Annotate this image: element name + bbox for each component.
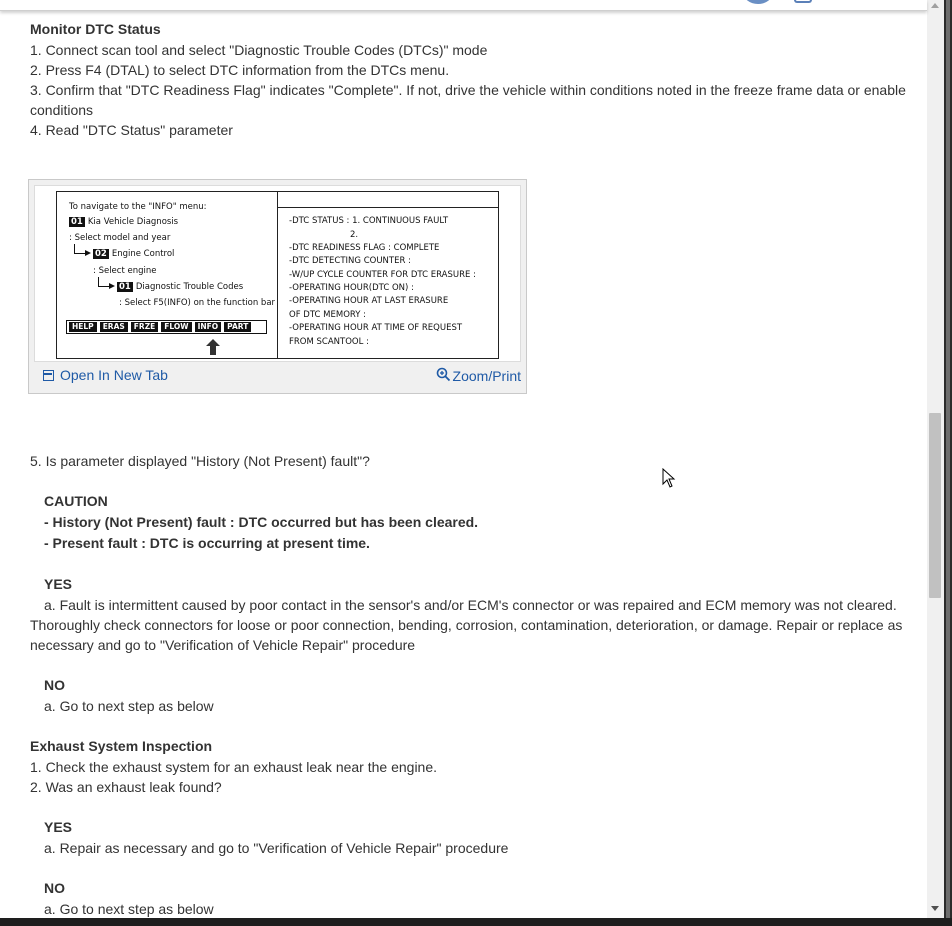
- yes-text: a. Fault is intermittent caused by poor contact in the sensor's and/or ECM's connector or was repaired and ECM memory was not cleared. Thoroughly check connectors for loose or poor connection, bending, corrosion, contamination, deterioration, or damage. Repair or replace as necessary and go to "Verification of Vehicle Repair" procedure: [30, 597, 903, 653]
- arrow-up-icon: [205, 338, 221, 356]
- dtc-line: -DTC READINESS FLAG : COMPLETE: [289, 243, 440, 253]
- zoom-print-label: Zoom/Print: [452, 368, 521, 384]
- no-label: NO: [44, 880, 65, 896]
- dtc-line: -OPERATING HOUR AT LAST ERASURE: [289, 296, 449, 306]
- window-edge: [946, 0, 950, 926]
- diagram-text: : Select engine: [93, 266, 157, 276]
- list-item: 2. Was an exhaust leak found?: [30, 779, 222, 795]
- no-text: a. Go to next step as below: [44, 698, 214, 714]
- diagram-text: : Select model and year: [69, 233, 171, 243]
- dtc-line: -DTC DETECTING COUNTER :: [289, 256, 411, 266]
- no-text: a. Go to next step as below: [44, 901, 214, 917]
- menu-number: 01: [71, 217, 83, 227]
- list-item: 1. Connect scan tool and select "Diagnostic Trouble Codes (DTCs)" mode: [30, 42, 488, 58]
- menu-number: 01: [119, 282, 131, 292]
- no-label: NO: [44, 677, 65, 693]
- scrollbar-thumb[interactable]: [929, 413, 941, 598]
- yes-label: YES: [44, 576, 73, 592]
- scroll-down-icon[interactable]: [931, 906, 939, 911]
- fkey-help: HELP: [69, 322, 97, 332]
- yes-text: a. Repair as necessary and go to "Verification of Vehicle Repair" procedure: [44, 840, 509, 856]
- diagram-text: To navigate to the "INFO" menu:: [69, 202, 207, 212]
- menu-number: 02: [95, 249, 107, 259]
- diagram-menu-item: [117, 282, 243, 293]
- arrow-right-icon: [85, 250, 91, 256]
- figure-toolbar: [34, 365, 521, 389]
- figure-image[interactable]: [34, 185, 521, 362]
- dtc-line: OF DTC MEMORY :: [289, 310, 367, 320]
- dtc-line: -W/UP CYCLE COUNTER FOR DTC ERASURE :: [289, 270, 476, 280]
- list-item: 4. Read "DTC Status" parameter: [30, 122, 233, 138]
- diagram-text: Engine Control: [111, 249, 175, 259]
- arrow-line: [74, 244, 75, 253]
- open-in-new-tab-label: Open In New Tab: [60, 367, 168, 383]
- dtc-line: FROM SCANTOOL :: [289, 337, 369, 347]
- zoom-in-icon: [436, 367, 451, 382]
- function-bar: [66, 320, 267, 334]
- user-avatar-icon[interactable]: [743, 0, 773, 4]
- diagram-text: Kia Vehicle Diagnosis: [87, 217, 179, 227]
- arrow-right-icon: [109, 283, 115, 289]
- dtc-line: -OPERATING HOUR AT TIME OF REQUEST: [289, 323, 463, 333]
- list-item: 3. Confirm that "DTC Readiness Flag" indicates "Complete". If not, drive the vehicle within conditions noted in the freeze frame data or enable conditions: [30, 82, 906, 118]
- fkey-frze: FRZE: [131, 322, 158, 332]
- fkey-eras: ERAS: [100, 322, 128, 332]
- document-icon[interactable]: [794, 0, 812, 3]
- list-item: 1. Check the exhaust system for an exhaust leak near the engine.: [30, 759, 438, 775]
- diagram-divider: [278, 207, 499, 208]
- new-tab-icon: [43, 370, 54, 381]
- yes-label: YES: [44, 819, 73, 835]
- dtc-line: 2.: [350, 230, 359, 240]
- scan-tool-diagram: [56, 191, 499, 359]
- caution-item: - Present fault : DTC is occurring at present time.: [44, 535, 370, 551]
- diagram-menu-item: [93, 249, 174, 260]
- dtc-line: -DTC STATUS : 1. CONTINUOUS FAULT: [289, 216, 449, 226]
- window-edge: [0, 918, 952, 926]
- open-in-new-tab-link[interactable]: [43, 367, 168, 383]
- vertical-scrollbar[interactable]: [927, 0, 944, 918]
- caution-heading: CAUTION: [44, 493, 108, 509]
- list-item: 2. Press F4 (DTAL) to select DTC information from the DTCs menu.: [30, 62, 450, 78]
- fkey-part: PART: [224, 322, 251, 332]
- diagram-text: Diagnostic Trouble Codes: [135, 282, 244, 292]
- section-heading-exhaust: Exhaust System Inspection: [30, 738, 213, 754]
- scroll-up-icon[interactable]: [931, 3, 939, 8]
- diagram-divider: [277, 192, 278, 358]
- figure-container: [28, 179, 527, 394]
- fkey-flow: FLOW: [161, 322, 191, 332]
- top-toolbar: [0, 0, 927, 11]
- section-heading-monitor: Monitor DTC Status: [30, 21, 161, 37]
- fkey-info: INFO: [195, 322, 222, 332]
- dtc-line: -OPERATING HOUR(DTC ON) :: [289, 283, 414, 293]
- diagram-text: : Select F5(INFO) on the function bar: [119, 298, 276, 308]
- caution-item: - History (Not Present) fault : DTC occurred but has been cleared.: [44, 514, 479, 530]
- mouse-cursor-icon: [662, 468, 676, 488]
- question-step5: 5. Is parameter displayed "History (Not Present) fault"?: [30, 453, 370, 469]
- arrow-line: [98, 277, 99, 286]
- diagram-menu-item: [69, 217, 178, 228]
- zoom-print-link[interactable]: [436, 367, 521, 384]
